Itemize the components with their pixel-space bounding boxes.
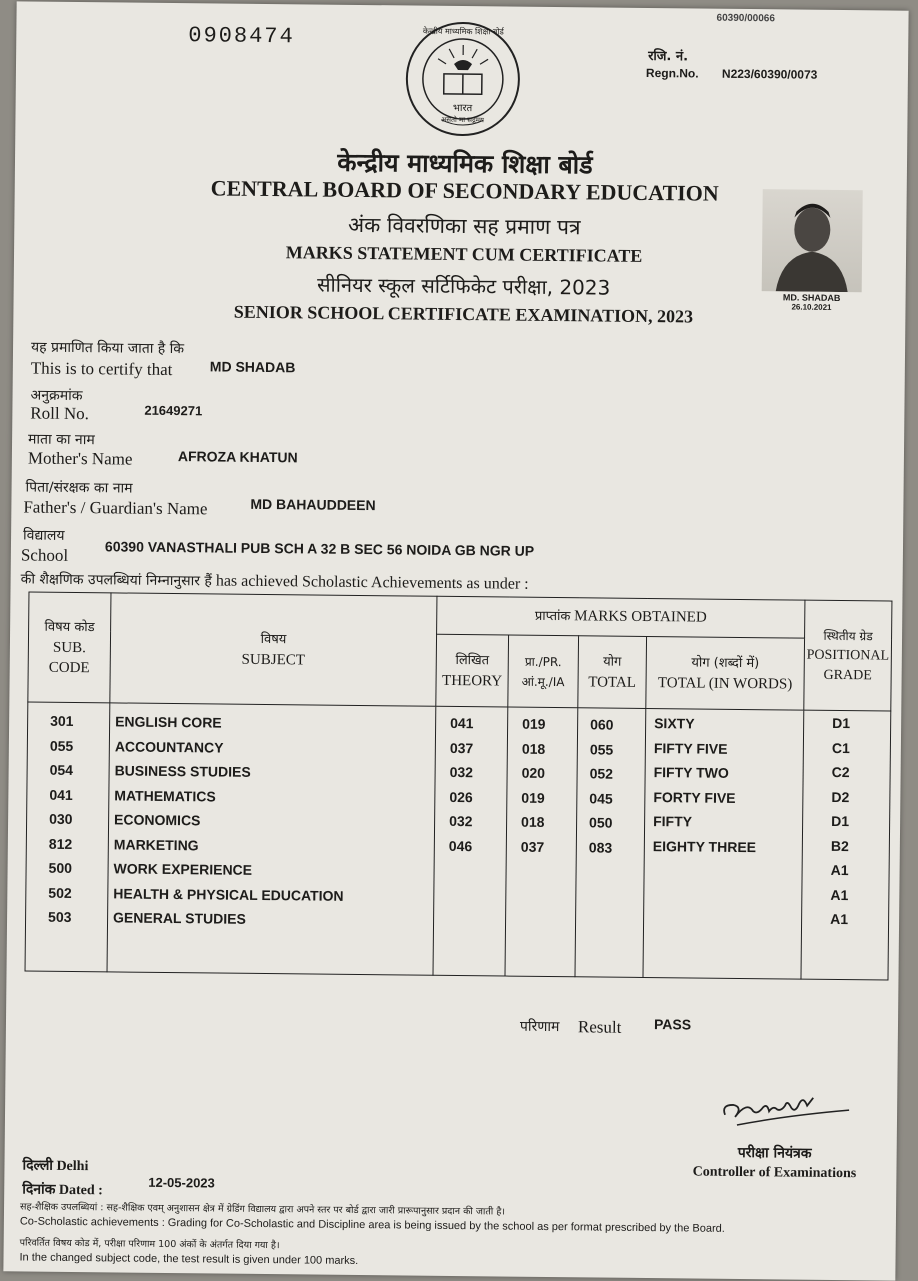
header-theory-hindi: लिखित [437, 650, 508, 671]
col-total [575, 708, 646, 978]
footnote-english-1: Co-Scholastic achievements : Grading for Co-Scholastic and Discipline area is being issued by the school as per format prescribed by the Board. [20, 1215, 725, 1234]
table-row-grade: C2 [832, 760, 890, 785]
header-grade [804, 600, 892, 711]
student-name: MD SHADAB [210, 358, 296, 375]
father-label-hindi: पिता/संरक्षक का नाम [25, 477, 132, 497]
header-sub-code [28, 592, 111, 703]
seal-text-top: केन्द्रीय माध्यमिक शिक्षा बोर्ड [421, 26, 505, 38]
header-sub-code-hindi: विषय कोड [29, 617, 110, 638]
col-total-words [643, 708, 804, 979]
header-theory [436, 634, 509, 707]
table-row-total: 045 [589, 786, 644, 811]
table-row-words: FIFTY FIVE [654, 736, 803, 762]
school-label-hindi: विद्यालय [23, 525, 65, 544]
table-row-grade: A1 [830, 907, 888, 932]
col-subject [107, 703, 436, 975]
table-row-total: 055 [590, 737, 645, 762]
table-row-grade: B2 [831, 833, 889, 858]
photo-name: MD. SHADAB [762, 292, 862, 303]
header-sub-code-line1: SUB. [29, 637, 110, 658]
serial-number: 0908474 [188, 23, 295, 49]
table-row-grade: A1 [830, 882, 888, 907]
place-english: Delhi [56, 1159, 88, 1174]
photo-date: 26.10.2021 [761, 302, 861, 312]
table-row-code: 500 [48, 856, 107, 881]
footnote-hindi-1: सह-शैक्षिक उपलब्धियां : सह-शैक्षिक एवम् अनुशासन क्षेत्र में ग्रेडिंग विद्यालय द्वारा अपने स्तर पर बोर्ड द्वारा जारी प्रारूपानुसार प्रदान की जाती है। [20, 1199, 505, 1217]
table-row-words: EIGHTY THREE [653, 834, 802, 860]
exam-title-hindi: सीनियर स्कूल सर्टिफिकेट परीक्षा, 2023 [164, 269, 764, 302]
controller-title: Controller of Examinations [674, 1164, 874, 1182]
table-row-practical: 019 [521, 785, 576, 810]
certificate-paper [3, 1, 908, 1280]
regn-number: N223/60390/0073 [722, 67, 818, 82]
table-row-code: 503 [48, 905, 107, 930]
certify-label-hindi: यह प्रमाणित किया जाता है कि [31, 338, 184, 359]
table-row-code: 055 [50, 733, 109, 758]
header-practical-line2: आं.मू./IA [508, 671, 577, 692]
board-name: CENTRAL BOARD OF SECONDARY EDUCATION [155, 175, 775, 207]
header-marks-english: MARKS OBTAINED [574, 608, 707, 625]
col-theory [433, 706, 508, 976]
col-grade [801, 710, 891, 980]
table-row-code: 041 [49, 782, 108, 807]
table-row-total: 050 [589, 810, 644, 835]
header-total-words-hindi: योग (शब्दों में) [647, 652, 804, 674]
header-total-english: TOTAL [578, 672, 645, 693]
header-total-words-english: TOTAL (IN WORDS) [646, 672, 803, 694]
result-value: PASS [654, 1016, 691, 1032]
header-total-words [646, 636, 805, 710]
roll-label: Roll No. [30, 404, 89, 425]
table-row-code: 054 [49, 758, 108, 783]
table-row-code: 301 [50, 709, 109, 734]
school-name: 60390 VANASTHALI PUB SCH A 32 B SEC 56 NOIDA GB NGR UP [105, 538, 534, 558]
doc-title: MARKS STATEMENT CUM CERTIFICATE [164, 241, 764, 268]
mother-label-hindi: माता का नाम [28, 430, 95, 450]
table-row-theory: 046 [449, 833, 506, 858]
table-row-practical: 037 [521, 834, 576, 859]
header-marks-hindi: प्राप्तांक [535, 609, 571, 624]
student-photo [762, 189, 863, 292]
header-practical-line1: प्रा./PR. [509, 651, 578, 672]
roll-number: 21649271 [144, 403, 202, 419]
student-photo-icon [762, 189, 863, 292]
table-row-grade: A1 [831, 858, 889, 883]
father-label: Father's / Guardian's Name [23, 497, 207, 519]
table-row-total: 060 [590, 712, 645, 737]
subjects-body [25, 702, 891, 980]
table-row-words: FORTY FIVE [653, 785, 802, 811]
header-subject-hindi: विषय [111, 628, 436, 651]
achievement-line [21, 569, 529, 593]
exam-title: SENIOR SCHOOL CERTIFICATE EXAMINATION, 2023 [153, 301, 773, 328]
table-row-grade: D1 [831, 809, 889, 834]
place [22, 1155, 88, 1175]
result-label: Result [578, 1017, 622, 1037]
roll-label-hindi: अनुक्रमांक [30, 386, 82, 406]
table-row-grade: C1 [832, 735, 890, 760]
seal-country: भारत [434, 100, 492, 115]
table-row-code: 502 [48, 880, 107, 905]
controller-signature [717, 1075, 858, 1138]
header-grade-line1: POSITIONAL [805, 645, 891, 666]
table-row-theory: 032 [449, 760, 506, 785]
table-row-subject: WORK EXPERIENCE [113, 856, 433, 884]
school-label: School [21, 545, 68, 565]
regn-label: Regn.No. [646, 66, 699, 81]
header-grade-line2: GRADE [805, 665, 891, 686]
table-row-subject: MATHEMATICS [114, 783, 434, 811]
marks-table [25, 592, 893, 981]
dated-value: 12-05-2023 [148, 1175, 215, 1191]
signature-icon [717, 1075, 858, 1138]
dated-label-english: Dated : [59, 1183, 103, 1198]
col-practical [505, 707, 578, 977]
dated-label [22, 1179, 103, 1199]
table-row-practical: 018 [522, 736, 577, 761]
table-row-subject: BUSINESS STUDIES [114, 758, 434, 786]
table-row-total: 052 [589, 761, 644, 786]
table-row-code: 030 [49, 807, 108, 832]
table-row-subject: ENGLISH CORE [115, 709, 435, 737]
table-row-theory: 037 [450, 735, 507, 760]
table-row-total: 083 [589, 835, 644, 860]
header-total-hindi: योग [579, 652, 646, 673]
certify-label: This is to certify that [31, 359, 173, 380]
footnote-english-2: In the changed subject code, the test result is given under 100 marks. [19, 1251, 358, 1267]
header-subject-english: SUBJECT [111, 648, 436, 671]
dated-label-hindi: दिनांक [22, 1181, 55, 1197]
table-row-subject: HEALTH & PHYSICAL EDUCATION [113, 881, 433, 909]
regn-label-hi: रजि. नं. [648, 46, 688, 64]
table-row-theory: 032 [449, 809, 506, 834]
footnote-hindi-2: परिवर्तित विषय कोड में, परीक्षा परिणाम 100 अंकों के अंतर्गत दिया गया है। [20, 1235, 280, 1251]
father-name: MD BAHAUDDEEN [250, 496, 375, 513]
table-row-practical: 019 [522, 712, 577, 737]
place-hindi: दिल्ली [22, 1157, 53, 1173]
table-row-code: 812 [49, 831, 108, 856]
board-name-hindi: केन्द्रीय माध्यमिक शिक्षा बोर्ड [165, 143, 765, 183]
header-total [578, 636, 647, 709]
controller-title-hindi: परीक्षा नियंत्रक [695, 1143, 855, 1164]
table-row-practical: 018 [521, 810, 576, 835]
table-row-practical: 020 [521, 761, 576, 786]
table-row-subject: GENERAL STUDIES [113, 905, 433, 933]
header-grade-hindi: स्थितीय ग्रेड [805, 625, 891, 646]
seal-motto: असतो मा सद्गमय [427, 116, 497, 126]
table-row-words: FIFTY [653, 809, 802, 835]
mother-label: Mother's Name [28, 449, 133, 470]
achievement-line-english: has achieved Scholastic Achievements as under : [216, 572, 529, 592]
result-label-hindi: परिणाम [520, 1017, 560, 1036]
header-theory-english: THEORY [436, 670, 507, 691]
table-row-subject: ACCOUNTANCY [115, 734, 435, 762]
mother-name: AFROZA KHATUN [178, 448, 298, 465]
header-practical [508, 635, 579, 708]
col-sub-code [25, 702, 110, 972]
table-row-grade: D2 [831, 784, 889, 809]
table-row-theory: 026 [449, 784, 506, 809]
table-row-words: FIFTY TWO [654, 760, 803, 786]
header-marks-obtained [437, 596, 805, 638]
table-row-theory: 041 [450, 711, 507, 736]
doc-title-hindi: अंक विवरणिका सह प्रमाण पत्र [164, 209, 764, 243]
table-row-words: SIXTY [654, 711, 803, 737]
corner-stamp: 60390/00066 [716, 13, 775, 25]
table-row-subject: ECONOMICS [114, 807, 434, 835]
table-row-subject: MARKETING [114, 832, 434, 860]
table-row-grade: D1 [832, 711, 890, 736]
achievement-line-hindi: की शैक्षणिक उपलब्धियां निम्नानुसार हैं [21, 571, 212, 589]
header-subject [110, 593, 437, 706]
header-sub-code-line2: CODE [29, 657, 110, 678]
